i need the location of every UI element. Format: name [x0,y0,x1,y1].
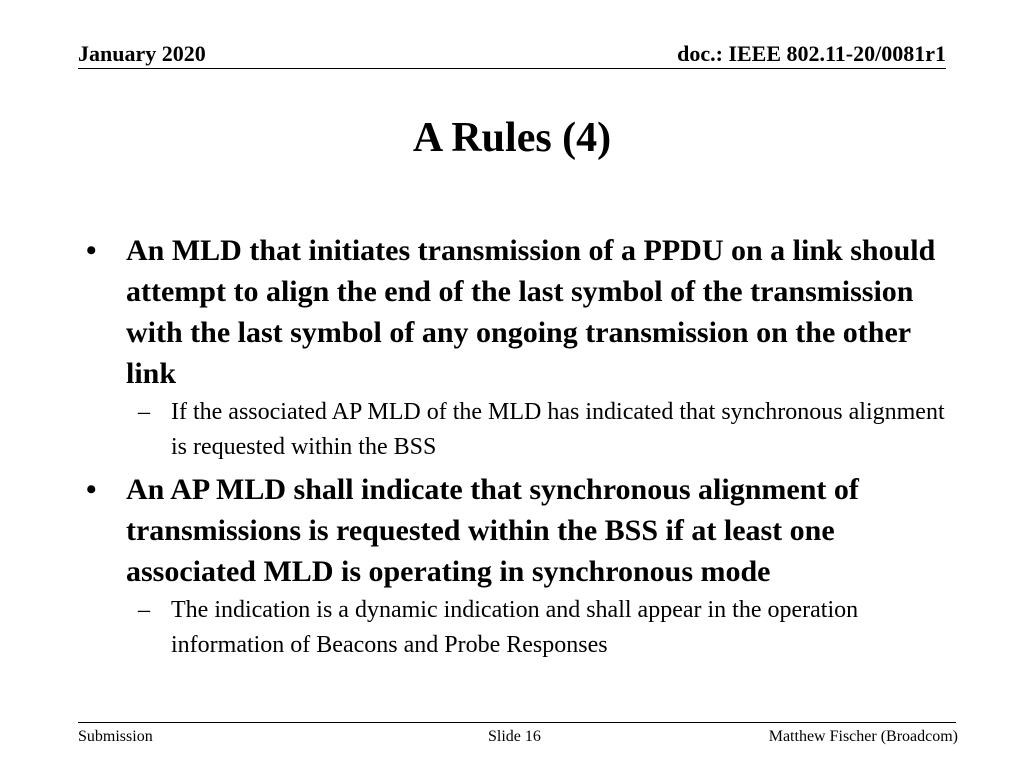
bullet-icon: • [86,234,97,267]
header-doc-id: doc.: IEEE 802.11-20/0081r1 [677,41,946,66]
sub-bullet-item [80,593,960,663]
footer-submission: Submission [78,728,153,745]
bullet-text: An AP MLD shall indicate that synchronous alignment of transmissions is requested within the BSS if at least one associated MLD is operating in synchronous mode [126,473,859,588]
header-date: January 2020 [78,41,206,66]
bullet-icon: • [86,473,97,506]
footer-slide-number: Slide 16 [488,728,541,745]
dash-icon: – [138,399,150,425]
bullet-text: An MLD that initiates transmission of a PPDU on a link should attempt to align the end of the last symbol of the transmission with the last symbol of any ongoing transmission on the other link [126,234,936,390]
header-divider [78,68,946,69]
footer-divider [78,722,956,723]
sub-bullet-text: The indication is a dynamic indication and shall appear in the operation information of Beacons and Probe Responses [171,597,859,658]
bullet-item [80,469,960,592]
sub-bullet-item [80,395,960,465]
slide-title: A Rules (4) [412,115,612,161]
bullet-item [80,230,960,394]
dash-icon: – [138,597,150,623]
sub-bullet-text: If the associated AP MLD of the MLD has indicated that synchronous alignment is requested within the BSS [171,399,945,460]
slide-body [80,230,960,667]
footer-author: Matthew Fischer (Broadcom) [768,728,958,745]
